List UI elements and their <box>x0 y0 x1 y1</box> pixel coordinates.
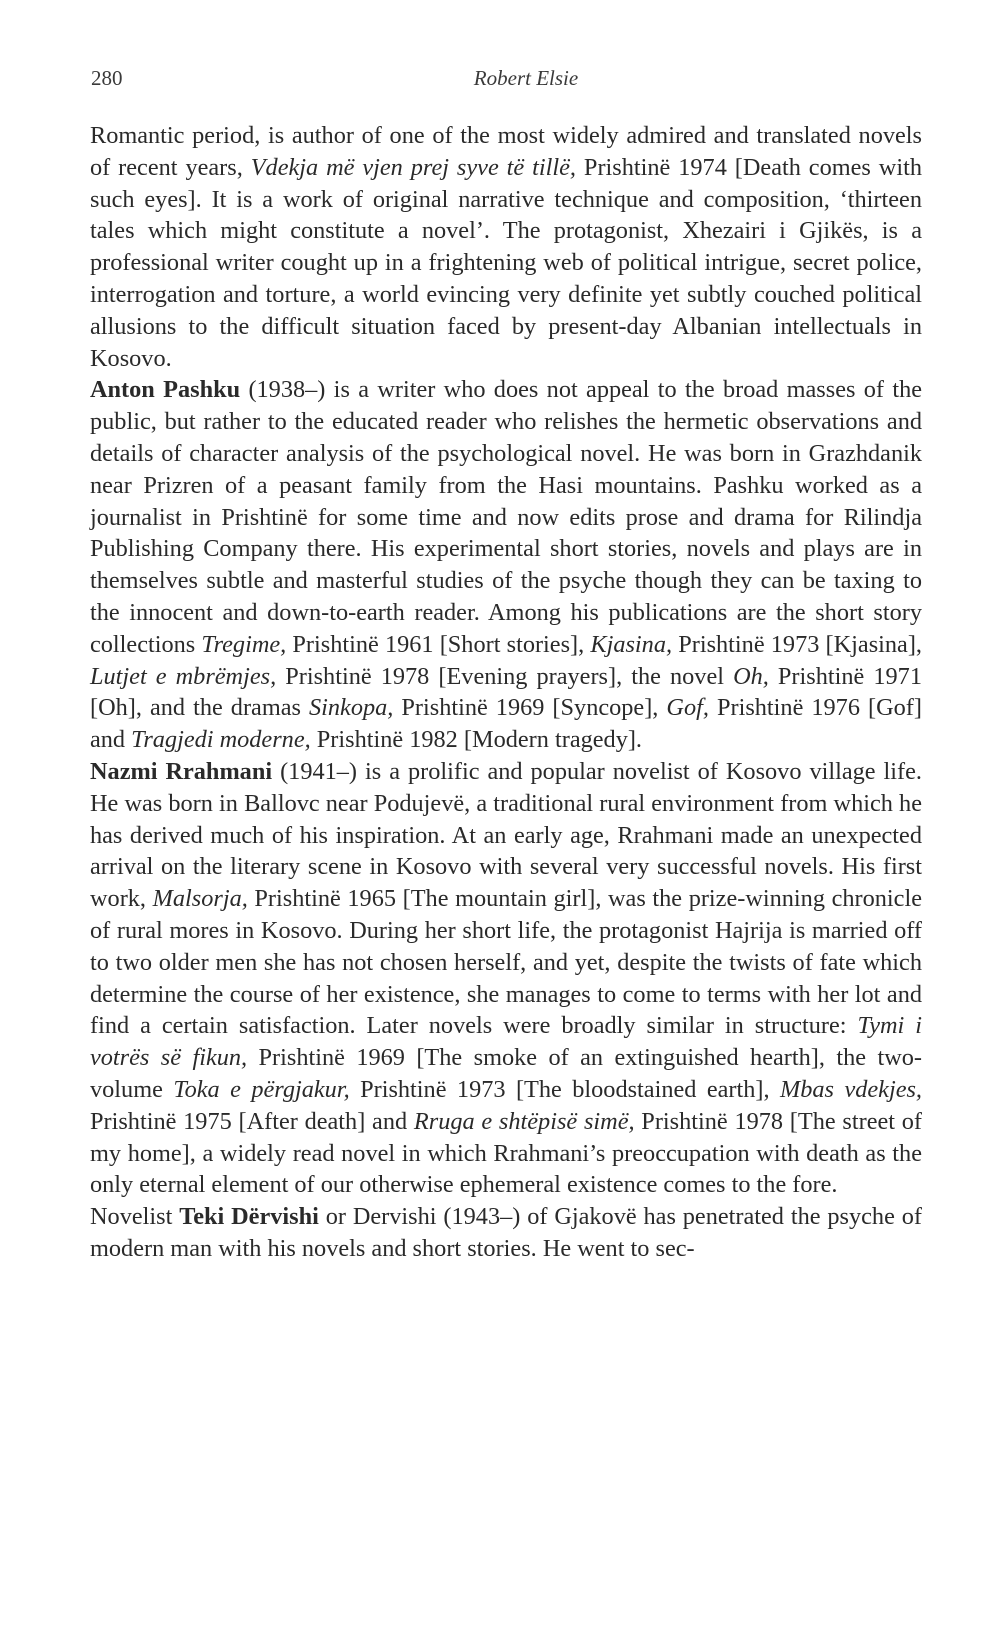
work-title: Vdekja më vjen prej syve të tillë, <box>250 153 576 181</box>
paragraph-text: Prishtinë 1965 [The mountain girl], was the prize-winning chronicle of rural mores in Kosovo. During her short life, the protagonist Hajrija is married off to two older men she has not chosen herself, and yet, despite the twists of fate which determine the course of her existence, she manages to come to terms with her lot and find a certain satisfaction. Later novels were broadly similar in structure: <box>90 885 922 1040</box>
paragraph-text: Prishtinë 1975 [After death] and <box>90 1107 414 1135</box>
work-title: Oh, <box>733 662 769 690</box>
work-title: Sinkopa, <box>309 694 394 722</box>
work-title: Gof, <box>666 694 709 722</box>
paragraph-text: Prishtinë 1973 [The bloodstained earth], <box>349 1075 781 1103</box>
running-head <box>91 66 921 96</box>
paragraph-text: Prishtinë 1978 [The street of my home], a widely read novel in which Rrahmani’s preoccupation with death as the only eternal element of our otherwise ephemeral existence comes to the fore. <box>90 1107 923 1199</box>
paragraph-text: Prishtinë 1971 [Oh], and the dramas <box>90 662 922 722</box>
paragraph-text: Prishtinë 1961 [Short stories], <box>286 630 591 658</box>
work-title: Tymi i votrës së fikun, <box>90 1012 922 1072</box>
work-title: Rruga e shtëpisë simë, <box>413 1107 635 1135</box>
paragraph-text: Prishtinë 1982 [Modern tragedy]. <box>310 726 643 754</box>
work-title: Tragjedi moderne, <box>131 726 311 754</box>
paragraph-text: (1938–) is a writer who does not appeal to the broad masses of the public, but rather to the educated reader who relishes the hermetic observations and details of character analysis of the psychological novel. He was born in Grazhdanik near Prizren of a peasant family from the Hasi mountains. Pashku worked as a journalist in Prishtinë for some time and now edits prose and drama for Rilindja Publishing Company there. His experimental short stories, novels and plays are in themselves subtle and masterful studies of the psyche though they can be taxing to the innocent and down-to-earth reader. Among his publications are the short story collections <box>90 376 923 658</box>
paragraph <box>90 374 922 756</box>
author-name: Teki Dërvishi <box>179 1203 319 1231</box>
paragraph-text: Prishtinë 1978 [Evening prayers], the novel <box>276 662 734 690</box>
paragraph-text: Prishtinë 1976 [Gof] and <box>90 694 922 754</box>
work-title: Toka e përgjakur, <box>173 1075 350 1103</box>
paragraph-text: Prishtinë 1969 [The smoke of an extinguished hearth], the two-volume <box>90 1044 922 1103</box>
paragraph <box>90 756 922 1201</box>
author-name: Anton Pashku <box>90 376 241 404</box>
paragraph-text: Prishtinë 1974 [Death comes with such eyes]. It is a work of original narrative technique and composition, ‘thirteen tales which might constitute a novel’. The protagonist, Xhezairi i Gjikës, is a professional writer cought up in a frightening web of political intrigue, secret police, interrogation and torture, a world evincing very definite yet subtly couched political allusions to the difficult situation faced by present-day Albanian intellectuals in Kosovo. <box>90 153 923 372</box>
work-title: Lutjet e mbrëmjes, <box>90 662 277 690</box>
paragraph-text: Prishtinë 1969 [Syncope], <box>393 694 667 722</box>
body-text <box>90 120 922 1265</box>
paragraph-text: (1941–) is a prolific and popular novelist of Kosovo village life. He was born in Ballovc near Podujevë, a traditional rural environment from which he has derived much of his inspiration. At an early age, Rrahmani made an unexpected arrival on the literary scene in Kosovo with several very successful novels. His first work, <box>90 757 923 913</box>
paragraph-text: Romantic period, is author of one of the most widely admired and translated novels of recent years, <box>90 122 922 181</box>
paragraph-text: or Dervishi (1943–) of Gjakovë has penetrated the psyche of modern man with his novels and short stories. He went to sec- <box>90 1203 922 1262</box>
work-title: Mbas vdekjes, <box>780 1075 923 1103</box>
paragraph-text: Prishtinë 1973 [Kjasina], <box>672 630 922 658</box>
work-title: Kjasina, <box>590 630 673 658</box>
author-name: Nazmi Rrahmani <box>90 757 273 785</box>
work-title: Malsorja, <box>152 885 248 913</box>
work-title: Tregime, <box>201 630 287 658</box>
page-number: 280 <box>91 66 123 90</box>
paragraph <box>90 120 922 374</box>
paragraph-text: Novelist <box>90 1203 180 1231</box>
paragraph <box>90 1201 922 1265</box>
running-title: Robert Elsie <box>473 66 579 90</box>
